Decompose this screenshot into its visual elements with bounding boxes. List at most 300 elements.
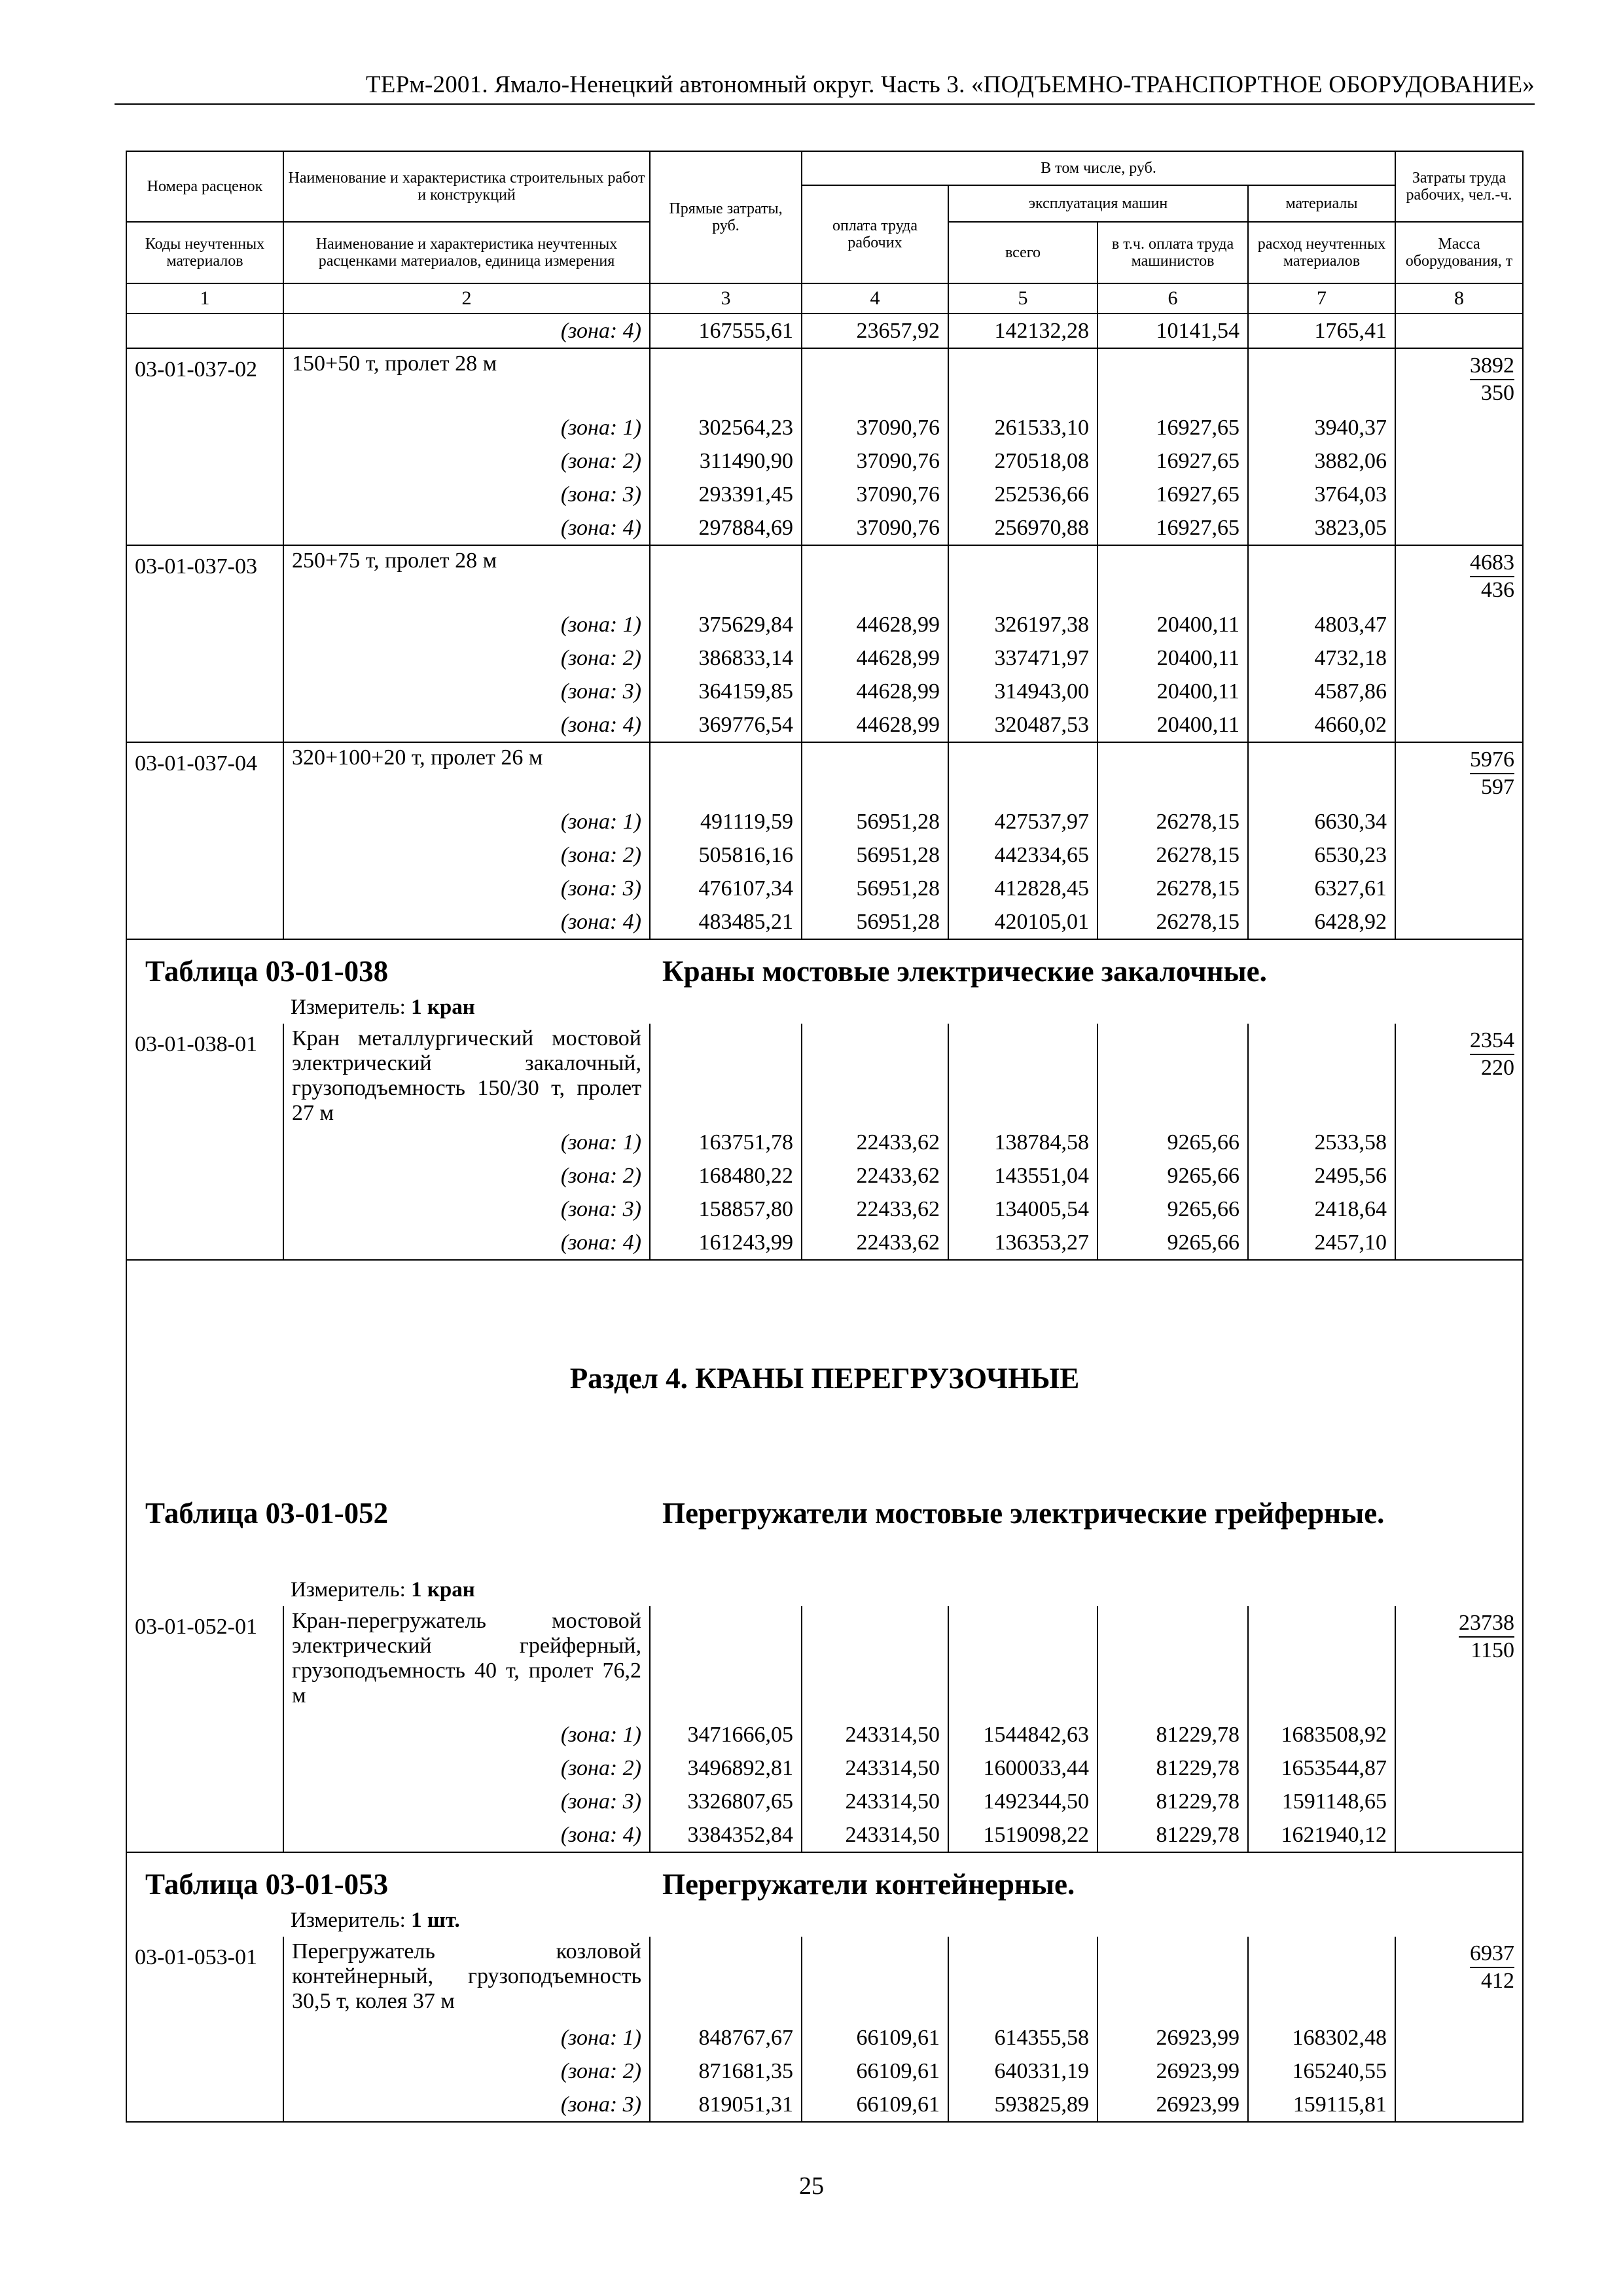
table-row: [126, 1905, 1523, 1936]
table-row: [126, 478, 1523, 511]
table-title-row: [127, 1496, 1522, 1573]
zone-label: (зона: 4): [283, 1226, 650, 1260]
code-cell: [126, 2054, 283, 2088]
code-cell: [126, 1751, 283, 1785]
value-cell: 293391,45: [650, 478, 802, 511]
code-cell: [126, 2088, 283, 2122]
value-cell: 4660,02: [1248, 708, 1395, 742]
table-row: [126, 2054, 1523, 2088]
work-name: 320+100+20 т, пролет 26 м: [283, 742, 650, 805]
value-cell: 311490,90: [650, 444, 802, 478]
mass-cell: [1395, 2088, 1523, 2122]
table-row: [126, 608, 1523, 641]
section-title: Раздел 4. КРАНЫ ПЕРЕГРУЗОЧНЫЕ: [569, 1361, 1080, 1395]
value-cell: 136353,27: [948, 1226, 1097, 1260]
value-cell: 483485,21: [650, 905, 802, 939]
value-cell: [650, 1605, 802, 1718]
table-row: [126, 314, 1523, 348]
mass-cell: [1395, 1193, 1523, 1226]
machinist-pay-header: в т.ч. оплата труда машинистов: [1097, 222, 1248, 283]
code-cell: [126, 675, 283, 708]
value-cell: 1653544,87: [1248, 1751, 1395, 1785]
code-cell: [126, 1818, 283, 1852]
labor-costs-value: 3892: [1470, 353, 1514, 380]
value-cell: 261533,10: [948, 411, 1097, 444]
value-cell: 66109,61: [802, 2088, 948, 2122]
equipment-mass-value: 412: [1481, 1969, 1514, 1993]
mass-cell: [1395, 478, 1523, 511]
value-cell: 9265,66: [1097, 1126, 1248, 1159]
materials-bottom-header: расход неучтенных материалов: [1248, 222, 1395, 283]
zone-label: (зона: 1): [283, 1126, 650, 1159]
unit-label: Измеритель:: [291, 1578, 406, 1602]
value-cell: 44628,99: [802, 641, 948, 675]
zone-label: (зона: 4): [283, 905, 650, 939]
value-cell: 491119,59: [650, 805, 802, 838]
code-cell: [126, 1126, 283, 1159]
table-row: [126, 1126, 1523, 1159]
table-row: [126, 1159, 1523, 1193]
value-cell: 161243,99: [650, 1226, 802, 1260]
value-cell: 16927,65: [1097, 411, 1248, 444]
value-cell: 476107,34: [650, 872, 802, 905]
labor-costs-header: Затраты труда рабочих, чел.-ч.: [1395, 151, 1523, 222]
materials-header: материалы: [1248, 185, 1395, 222]
table-header: [126, 151, 1523, 314]
value-cell: 6327,61: [1248, 872, 1395, 905]
value-cell: [650, 1936, 802, 2021]
value-cell: 314943,00: [948, 675, 1097, 708]
value-cell: 6530,23: [1248, 838, 1395, 872]
value-cell: 6630,34: [1248, 805, 1395, 838]
table-title: Перегружатели контейнерные.: [662, 1868, 1075, 1901]
work-name: 150+50 т, пролет 28 м: [283, 348, 650, 411]
machine-operation-header: эксплуатация машин: [948, 185, 1248, 222]
running-header: ТЕРм-2001. Ямало-Ненецкий автономный округ. Часть 3. «ПОДЪЕМНО-ТРАНСПОРТНОЕ ОБОРУДОВАНИЕ»: [366, 71, 1535, 98]
table-number: Таблица 03-01-038: [145, 955, 389, 988]
value-cell: [1248, 1936, 1395, 2021]
value-cell: 20400,11: [1097, 641, 1248, 675]
zone-label: (зона: 1): [283, 608, 650, 641]
value-cell: 243314,50: [802, 1751, 948, 1785]
code-cell: [126, 444, 283, 478]
code-cell: [126, 872, 283, 905]
value-cell: 26278,15: [1097, 905, 1248, 939]
zone-label: (зона: 3): [283, 1193, 650, 1226]
labor-mass-cell: [1395, 742, 1523, 805]
table-row: [126, 1496, 1523, 1574]
table-row: [126, 675, 1523, 708]
unit-row: [126, 992, 1523, 1023]
table-row: [126, 742, 1523, 805]
value-cell: 6428,92: [1248, 905, 1395, 939]
zone-label: (зона: 4): [283, 708, 650, 742]
labor-pay-header: оплата труда рабочих: [802, 185, 948, 283]
including-group-header: В том числе, руб.: [802, 151, 1395, 185]
labor-mass-cell: [1395, 1023, 1523, 1126]
unit-line: [127, 1905, 1522, 1935]
value-cell: 297884,69: [650, 511, 802, 545]
work-name: Кран-перегружатель мостовой электрический грейферный, грузоподъемность 40 т, пролет 76,2 м: [283, 1605, 650, 1718]
value-cell: [650, 742, 802, 805]
code-cell: [126, 838, 283, 872]
value-cell: 640331,19: [948, 2054, 1097, 2088]
mass-cell: [1395, 1718, 1523, 1751]
table-row: [126, 1023, 1523, 1126]
value-cell: [802, 1023, 948, 1126]
table-row: [126, 641, 1523, 675]
code-cell: [126, 1159, 283, 1193]
table-row: [126, 444, 1523, 478]
zone-label: (зона: 3): [283, 1785, 650, 1818]
labor-mass-fraction: [1470, 1028, 1514, 1081]
code-cell: [126, 708, 283, 742]
code-cell: [126, 905, 283, 939]
col-number: 1: [126, 283, 283, 314]
col1-top: Номера расценок: [126, 151, 283, 222]
table-number: Таблица 03-01-052: [145, 1497, 389, 1530]
unit-label: Измеритель:: [291, 1909, 406, 1932]
unit-value: 1 кран: [411, 1578, 475, 1602]
mass-cell: [1395, 1818, 1523, 1852]
value-cell: 3882,06: [1248, 444, 1395, 478]
value-cell: 81229,78: [1097, 1718, 1248, 1751]
table-row: [126, 1936, 1523, 2021]
value-cell: [1097, 742, 1248, 805]
value-cell: 26923,99: [1097, 2054, 1248, 2088]
code-cell: [126, 608, 283, 641]
value-cell: 9265,66: [1097, 1226, 1248, 1260]
value-cell: [948, 1605, 1097, 1718]
table-038-title: [126, 939, 1523, 992]
zone-label: (зона: 2): [283, 2054, 650, 2088]
mass-cell: [1395, 314, 1523, 348]
table-row: [126, 872, 1523, 905]
code-cell: [126, 2021, 283, 2054]
table-row: [126, 1818, 1523, 1852]
value-cell: [802, 545, 948, 608]
value-cell: 3384352,84: [650, 1818, 802, 1852]
value-cell: 1600033,44: [948, 1751, 1097, 1785]
table-row: [126, 992, 1523, 1023]
mass-cell: [1395, 511, 1523, 545]
value-cell: 66109,61: [802, 2054, 948, 2088]
value-cell: 3496892,81: [650, 1751, 802, 1785]
value-cell: 22433,62: [802, 1193, 948, 1226]
value-cell: 16927,65: [1097, 444, 1248, 478]
labor-mass-cell: [1395, 1936, 1523, 2021]
labor-mass-fraction: [1470, 747, 1514, 800]
table-body: [126, 314, 1523, 2122]
equipment-mass-value: 1150: [1471, 1638, 1514, 1662]
table-052-title: [126, 1496, 1523, 1574]
value-cell: 614355,58: [948, 2021, 1097, 2054]
table-row: [126, 1226, 1523, 1260]
col-number: 4: [802, 283, 948, 314]
value-cell: 302564,23: [650, 411, 802, 444]
value-cell: 369776,54: [650, 708, 802, 742]
zone-label: (зона: 1): [283, 2021, 650, 2054]
value-cell: 26923,99: [1097, 2021, 1248, 2054]
labor-costs-value: 4683: [1470, 550, 1514, 577]
mass-cell: [1395, 411, 1523, 444]
value-cell: 20400,11: [1097, 708, 1248, 742]
value-cell: 442334,65: [948, 838, 1097, 872]
table-row: [126, 2021, 1523, 2054]
labor-costs-value: 6937: [1470, 1941, 1514, 1968]
zone-label: (зона: 3): [283, 478, 650, 511]
value-cell: 81229,78: [1097, 1818, 1248, 1852]
rate-code: 03-01-037-02: [126, 348, 283, 411]
value-cell: [802, 1936, 948, 2021]
col-number: 8: [1395, 283, 1523, 314]
table-053-title: [126, 1852, 1523, 1905]
value-cell: 4803,47: [1248, 608, 1395, 641]
value-cell: 1519098,22: [948, 1818, 1097, 1852]
value-cell: 26923,99: [1097, 2088, 1248, 2122]
code-cell: [126, 411, 283, 444]
work-name: Перегружатель козловой контейнерный, грузоподъемность 30,5 т, колея 37 м: [283, 1936, 650, 2021]
zone-label: (зона: 3): [283, 872, 650, 905]
unit-label: Измеритель:: [291, 996, 406, 1019]
value-cell: [802, 742, 948, 805]
value-cell: 2533,58: [1248, 1126, 1395, 1159]
zone-label: (зона: 2): [283, 444, 650, 478]
machines-total-header: всего: [948, 222, 1097, 283]
table-row: [126, 411, 1523, 444]
mass-cell: [1395, 1126, 1523, 1159]
value-cell: [948, 545, 1097, 608]
value-cell: 44628,99: [802, 675, 948, 708]
rate-code: 03-01-038-01: [126, 1023, 283, 1126]
work-name: Кран металлургический мостовой электрический закалочный, грузоподъемность 150/30 т, пролет 27 м: [283, 1023, 650, 1126]
unit-line: [127, 992, 1522, 1022]
labor-mass-cell: [1395, 348, 1523, 411]
value-cell: 1765,41: [1248, 314, 1395, 348]
zone-label: (зона: 4): [283, 314, 650, 348]
rate-code: 03-01-053-01: [126, 1936, 283, 2021]
value-cell: 3940,37: [1248, 411, 1395, 444]
value-cell: [650, 545, 802, 608]
code-cell: [126, 314, 283, 348]
unit-row: [126, 1905, 1523, 1936]
value-cell: 56951,28: [802, 905, 948, 939]
page-number: 25: [799, 2172, 824, 2200]
value-cell: [1097, 348, 1248, 411]
table-title: Краны мостовые электрические закалочные.: [662, 955, 1267, 988]
code-cell: [126, 805, 283, 838]
table-row: [126, 1260, 1523, 1496]
value-cell: 819051,31: [650, 2088, 802, 2122]
value-cell: 22433,62: [802, 1159, 948, 1193]
value-cell: [1097, 1023, 1248, 1126]
value-cell: 375629,84: [650, 608, 802, 641]
price-table: [126, 151, 1524, 2123]
labor-costs-value: 2354: [1470, 1028, 1514, 1055]
labor-mass-fraction: [1459, 1610, 1514, 1664]
rate-code: 03-01-037-03: [126, 545, 283, 608]
zone-label: (зона: 2): [283, 1751, 650, 1785]
value-cell: [650, 1023, 802, 1126]
value-cell: 37090,76: [802, 444, 948, 478]
table-row: [126, 1785, 1523, 1818]
mass-cell: [1395, 1785, 1523, 1818]
value-cell: [948, 1936, 1097, 2021]
value-cell: 56951,28: [802, 872, 948, 905]
table-row: [126, 708, 1523, 742]
mass-cell: [1395, 1751, 1523, 1785]
value-cell: 364159,85: [650, 675, 802, 708]
value-cell: [650, 348, 802, 411]
value-cell: 22433,62: [802, 1226, 948, 1260]
labor-mass-fraction: [1470, 1941, 1514, 1994]
value-cell: [948, 1023, 1097, 1126]
table-row: [126, 1605, 1523, 1718]
value-cell: 143551,04: [948, 1159, 1097, 1193]
price-table-page: [126, 151, 1522, 2123]
table-row: [126, 805, 1523, 838]
value-cell: 2495,56: [1248, 1159, 1395, 1193]
table-row: [126, 1718, 1523, 1751]
col3-header: Прямые затраты, руб.: [650, 151, 802, 283]
code-cell: [126, 1785, 283, 1818]
table-row: [126, 1852, 1523, 1905]
value-cell: [948, 348, 1097, 411]
value-cell: 386833,14: [650, 641, 802, 675]
labor-mass-fraction: [1470, 353, 1514, 406]
zone-label: (зона: 4): [283, 511, 650, 545]
equipment-mass-value: 597: [1481, 775, 1514, 799]
value-cell: 81229,78: [1097, 1751, 1248, 1785]
col-number: 5: [948, 283, 1097, 314]
zone-label: (зона: 1): [283, 1718, 650, 1751]
col-number: 3: [650, 283, 802, 314]
value-cell: [1248, 1605, 1395, 1718]
mass-cell: [1395, 675, 1523, 708]
value-cell: [1248, 742, 1395, 805]
value-cell: 56951,28: [802, 805, 948, 838]
table-row: [126, 939, 1523, 992]
value-cell: [1097, 545, 1248, 608]
value-cell: 163751,78: [650, 1126, 802, 1159]
mass-cell: [1395, 708, 1523, 742]
table-row: [126, 545, 1523, 608]
value-cell: [802, 348, 948, 411]
table-title-row: [127, 940, 1522, 991]
value-cell: 848767,67: [650, 2021, 802, 2054]
value-cell: 10141,54: [1097, 314, 1248, 348]
rate-code: 03-01-052-01: [126, 1605, 283, 1718]
value-cell: [1097, 1936, 1248, 2021]
table-title: Перегружатели мостовые электрические грейферные.: [662, 1497, 1385, 1530]
mass-cell: [1395, 608, 1523, 641]
value-cell: 3471666,05: [650, 1718, 802, 1751]
zone-label: (зона: 4): [283, 1818, 650, 1852]
code-cell: [126, 641, 283, 675]
mass-cell: [1395, 444, 1523, 478]
value-cell: 167555,61: [650, 314, 802, 348]
code-cell: [126, 478, 283, 511]
col1-bottom: Коды неучтенных материалов: [126, 222, 283, 283]
labor-costs-value: 23738: [1459, 1610, 1514, 1638]
value-cell: 159115,81: [1248, 2088, 1395, 2122]
work-name: 250+75 т, пролет 28 м: [283, 545, 650, 608]
mass-cell: [1395, 2054, 1523, 2088]
value-cell: 44628,99: [802, 708, 948, 742]
value-cell: 66109,61: [802, 2021, 948, 2054]
value-cell: 142132,28: [948, 314, 1097, 348]
value-cell: 20400,11: [1097, 608, 1248, 641]
code-cell: [126, 511, 283, 545]
value-cell: [802, 1605, 948, 1718]
mass-cell: [1395, 1226, 1523, 1260]
value-cell: 23657,92: [802, 314, 948, 348]
value-cell: 505816,16: [650, 838, 802, 872]
value-cell: 412828,45: [948, 872, 1097, 905]
zone-label: (зона: 1): [283, 411, 650, 444]
value-cell: 3326807,65: [650, 1785, 802, 1818]
value-cell: 1544842,63: [948, 1718, 1097, 1751]
table-row: [126, 1193, 1523, 1226]
zone-label: (зона: 2): [283, 1159, 650, 1193]
code-cell: [126, 1193, 283, 1226]
zone-label: (зона: 1): [283, 805, 650, 838]
value-cell: 427537,97: [948, 805, 1097, 838]
unit-value: 1 кран: [411, 996, 475, 1019]
value-cell: 37090,76: [802, 511, 948, 545]
value-cell: 326197,38: [948, 608, 1097, 641]
value-cell: 3764,03: [1248, 478, 1395, 511]
table-row: [126, 511, 1523, 545]
value-cell: 4732,18: [1248, 641, 1395, 675]
value-cell: 420105,01: [948, 905, 1097, 939]
rate-code: 03-01-037-04: [126, 742, 283, 805]
code-cell: [126, 1718, 283, 1751]
value-cell: 134005,54: [948, 1193, 1097, 1226]
value-cell: 138784,58: [948, 1126, 1097, 1159]
value-cell: 243314,50: [802, 1818, 948, 1852]
labor-costs-value: 5976: [1470, 747, 1514, 774]
table-row: [126, 348, 1523, 411]
equipment-mass-value: 220: [1481, 1056, 1514, 1080]
value-cell: 337471,97: [948, 641, 1097, 675]
col-number: 6: [1097, 283, 1248, 314]
value-cell: 22433,62: [802, 1126, 948, 1159]
value-cell: 26278,15: [1097, 838, 1248, 872]
value-cell: 2418,64: [1248, 1193, 1395, 1226]
mass-cell: [1395, 2021, 1523, 2054]
table-row: [126, 838, 1523, 872]
value-cell: 20400,11: [1097, 675, 1248, 708]
mass-cell: [1395, 838, 1523, 872]
value-cell: 165240,55: [1248, 2054, 1395, 2088]
value-cell: 26278,15: [1097, 872, 1248, 905]
value-cell: 3823,05: [1248, 511, 1395, 545]
zone-label: (зона: 3): [283, 2088, 650, 2122]
labor-mass-cell: [1395, 545, 1523, 608]
value-cell: 1683508,92: [1248, 1718, 1395, 1751]
value-cell: 871681,35: [650, 2054, 802, 2088]
table-title-row: [127, 1853, 1522, 1904]
code-cell: [126, 1226, 283, 1260]
value-cell: 4587,86: [1248, 675, 1395, 708]
value-cell: [1248, 545, 1395, 608]
value-cell: 37090,76: [802, 478, 948, 511]
zone-label: (зона: 2): [283, 838, 650, 872]
table-row: [126, 905, 1523, 939]
unit-line: [127, 1575, 1522, 1605]
equipment-mass-value: 436: [1481, 578, 1514, 602]
